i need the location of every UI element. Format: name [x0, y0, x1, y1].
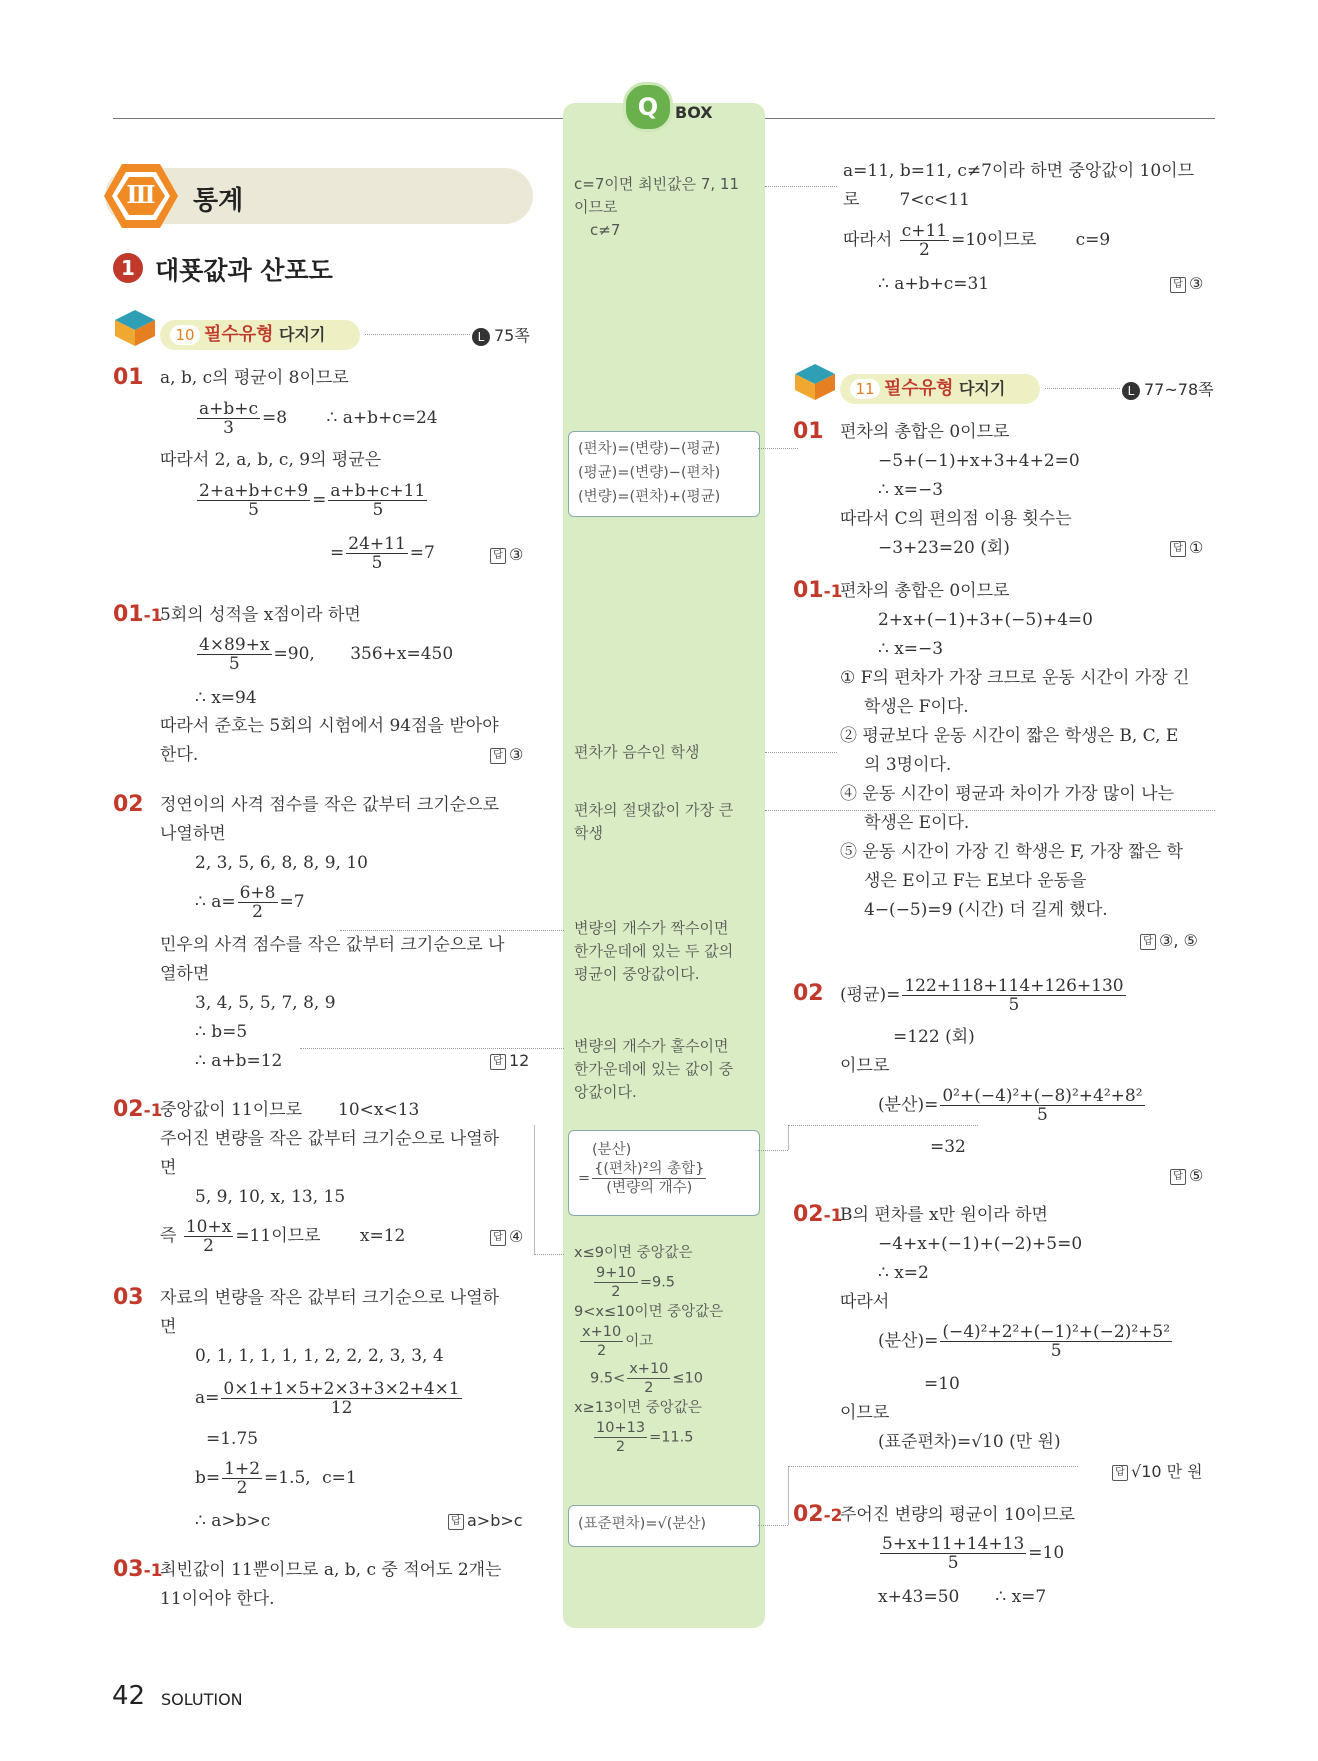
text-line: 면: [160, 1317, 177, 1337]
answer-icon: 답: [490, 1230, 506, 1246]
problem-number: 03: [113, 1285, 144, 1310]
text-line: a, b, c의 평균이 8이므로: [160, 368, 349, 388]
page-ref: [1122, 377, 1214, 400]
text-line: 민우의 사격 점수를 작은 값부터 크기순으로 나: [160, 935, 505, 955]
formula-line: ∴ a= $\frac{6+8}{2}$ =7: [195, 883, 305, 922]
tag-label: 필수유형: [884, 378, 954, 399]
problem-number: 01-1: [113, 602, 163, 627]
connector: [765, 186, 837, 187]
chapter-title: 통계: [193, 186, 244, 216]
answer: 답 ④: [490, 1226, 523, 1248]
text-line: ∴ a>b>c: [195, 1511, 271, 1531]
connector: [765, 810, 1215, 811]
text-line: 정연이의 사격 점수를 작은 값부터 크기순으로: [160, 795, 500, 815]
formula-line: 즉 $\frac{10+x}{2}$ =11이므로 x=12: [160, 1217, 406, 1256]
cube-icon: [113, 308, 157, 348]
formula-line: 따라서 $\frac{c+11}{2}$ =10이므로 c=9: [843, 221, 1111, 260]
connector: [340, 930, 564, 931]
text-line: ④ 운동 시간이 평균과 차이가 가장 많이 나는: [840, 784, 1175, 804]
formula-line: (분산)= $\frac{\text{(−4)²+2²+(−1)²+(−2)²+5²}}{5}$: [878, 1322, 1171, 1361]
qnote: 편차가 음수인 학생: [574, 743, 700, 761]
problem-number: 02-1: [793, 1202, 843, 1227]
text-line: 로 7<c<11: [843, 190, 970, 210]
problem-number: 02: [113, 792, 144, 817]
page-ref: [472, 323, 530, 346]
text-line: 편차의 총합은 0이므로: [840, 422, 1010, 442]
connector: [300, 1048, 564, 1049]
formula-line: (평균)= $\frac{122+118+114+126+130}{5}$: [840, 976, 1124, 1015]
text-line: 2+x+(−1)+3+(−5)+4=0: [878, 610, 1093, 630]
formula-line: $\frac{a+b+c}{3}$ =8 ∴ a+b+c=24: [199, 399, 438, 438]
text-line: ① F의 편차가 가장 크므로 운동 시간이 가장 긴: [840, 668, 1190, 688]
text-line: 주어진 변량을 작은 값부터 크기순으로 나열하: [160, 1129, 500, 1149]
text-line: 의 3명이다.: [864, 755, 952, 775]
tag-label: 필수유형: [204, 324, 274, 345]
tag-11: [840, 374, 1040, 404]
qnote: c=7이면 최빈값은 7, 11 이므로 c≠7: [574, 175, 740, 239]
answer-icon: 답: [1170, 541, 1186, 557]
text-line: 편차의 총합은 0이므로: [840, 581, 1010, 601]
text-line: 이므로: [840, 1403, 890, 1423]
lesson-icon: L: [1122, 382, 1140, 400]
dotted-leader: [1045, 388, 1120, 389]
text-line: 열하면: [160, 964, 210, 984]
qnote: 변량의 개수가 짝수이면 한가운데에 있는 두 값의 평균이 중앙값이다.: [574, 919, 734, 983]
section-title: 대푯값과 산포도: [155, 256, 333, 285]
connector: [758, 1525, 788, 1526]
problem-number: 02-1: [113, 1097, 163, 1122]
cube-icon: [793, 362, 837, 402]
text-line: ∴ x=−3: [878, 639, 944, 659]
qbox-label: BOX: [675, 103, 713, 122]
text-line: 11이어야 한다.: [160, 1589, 275, 1609]
answer-icon: 답: [490, 1054, 506, 1070]
page-ref-text: 77~78쪽: [1144, 380, 1214, 399]
chapter-numeral: Ⅲ: [126, 180, 156, 209]
answer-icon: 답: [1170, 1169, 1186, 1185]
dotted-leader: [365, 334, 470, 335]
text-line: 최빈값이 11뿐이므로 a, b, c 중 적어도 2개는: [160, 1560, 502, 1580]
problem-number: 02-2: [793, 1502, 843, 1527]
text-line: 이므로: [840, 1056, 890, 1076]
problem-number: 01: [113, 365, 144, 390]
text-line: (표준편차)=√10 (만 원): [878, 1432, 1061, 1452]
tag-number: 10: [170, 325, 200, 345]
footer-label: SOLUTION: [161, 1690, 243, 1709]
tag-number: 11: [850, 379, 880, 399]
tag-sub: 다지기: [278, 325, 326, 344]
tag-sub: 다지기: [958, 379, 1006, 398]
answer-icon: 답: [490, 748, 506, 764]
connector: [788, 1125, 978, 1126]
formula-line: a= $\frac{0\times 1+1\times 5+2\times 3+3\times 2+4\times 1}{12}$: [195, 1379, 460, 1418]
text-line: ⑤ 운동 시간이 가장 긴 학생은 F, 가장 짧은 학: [840, 842, 1183, 862]
answer: 답 ③: [490, 744, 523, 766]
page-ref-text: 75쪽: [494, 326, 530, 345]
text-line: −5+(−1)+x+3+4+2=0: [878, 451, 1080, 471]
text-line: 2, 3, 5, 6, 8, 8, 9, 10: [195, 853, 368, 873]
text-line: ∴ a+b=12: [195, 1051, 283, 1071]
answer: 답 ③, ⑤: [1140, 930, 1198, 952]
text-line: 중앙값이 11이므로 10<x<13: [160, 1100, 420, 1120]
section-number-badge: 1: [113, 253, 143, 283]
text-line: 5, 9, 10, x, 13, 15: [195, 1187, 346, 1207]
text-line: −4+x+(−1)+(−2)+5=0: [878, 1234, 1083, 1254]
text-line: =10: [924, 1374, 960, 1394]
connector: [765, 752, 837, 753]
formula-line: = $\frac{24+11}{5}$ =7: [330, 534, 435, 573]
answer: 답 12: [490, 1050, 529, 1072]
text-line: a=11, b=11, c≠7이라 하면 중앙값이 10이므: [843, 161, 1195, 181]
problem-number: 03-1: [113, 1557, 163, 1582]
qnote: (표준편차)=√(분산): [578, 1516, 707, 1532]
connector: [788, 1466, 1078, 1467]
answer-icon: 답: [1140, 934, 1156, 950]
text-line: x+43=50 ∴ x=7: [878, 1587, 1047, 1607]
text-line: 0, 1, 1, 1, 1, 1, 2, 2, 2, 3, 3, 4: [195, 1346, 444, 1366]
text-line: 학생은 F이다.: [864, 697, 969, 717]
problem-number: 02: [793, 981, 824, 1006]
text-line: 주어진 변량의 평균이 10이므로: [840, 1505, 1075, 1525]
text-line: 따라서 준호는 5회의 시험에서 94점을 받아야: [160, 716, 499, 736]
text-line: 생은 E이고 F는 E보다 운동을: [864, 871, 1087, 891]
connector: [758, 1150, 788, 1151]
text-line: 면: [160, 1158, 177, 1178]
qnote: x≤9이면 중앙값은 $\frac{9+10}{2}$ =9.5 9<x≤10이면 중앙값은 $\frac{x+10}{2}$ 이고 9.5< $\frac{x+10}{2}$ ≤10 x≥13이면 중앙값은 $\frac{10+13}{2}$ =11.5: [574, 1245, 724, 1455]
problem-number: 01-1: [793, 578, 843, 603]
text-line: 따라서 C의 편의점 이용 횟수는: [840, 509, 1072, 529]
qnote: 편차의 절댓값이 가장 큰 학생: [574, 801, 734, 842]
formula-line: (분산)= $\frac{\text{0²+(−4)²+(−8)²+4²+8²}}{5}$: [878, 1086, 1143, 1125]
page-number: 42: [112, 1681, 146, 1711]
text-line: =1.75: [206, 1429, 259, 1449]
text-line: =32: [930, 1137, 966, 1157]
text-line: 따라서: [840, 1292, 890, 1312]
answer: 답 √10 만 원: [1112, 1461, 1203, 1483]
text-line: B의 편차를 x만 원이라 하면: [840, 1205, 1048, 1225]
formula-line: $\frac{4\times 89+x}{5}$ =90, 356+x=450: [199, 635, 454, 674]
text-line: 따라서 2, a, b, c, 9의 평균은: [160, 450, 382, 470]
lesson-icon: L: [472, 328, 490, 346]
text-line: 자료의 변량을 작은 값부터 크기순으로 나열하: [160, 1288, 500, 1308]
problem-number: 01: [793, 419, 824, 444]
answer-icon: 답: [1112, 1465, 1128, 1481]
text-line: ∴ b=5: [195, 1022, 248, 1042]
connector: [534, 1254, 564, 1255]
formula-line: $\frac{5+x+11+14+13}{5}$ =10: [882, 1534, 1065, 1573]
connector: [534, 1125, 535, 1254]
qnote: (분산) = $\frac{\text{\{(편차)²의 총합\}}}{\text{(변량의 개수)}}$: [578, 1142, 705, 1196]
answer: 답 ③: [490, 544, 523, 566]
text-line: 학생은 E이다.: [864, 813, 970, 833]
formula-line: $\frac{2+a+b+c+9}{5}$ = $\frac{a+b+c+11}{5}$: [199, 481, 426, 520]
answer: 답 a>b>c: [448, 1510, 523, 1532]
text-line: ∴ x=94: [195, 688, 257, 708]
text-line: ∴ a+b+c=31: [878, 274, 990, 294]
text-line: =122 (회): [893, 1027, 975, 1047]
text-line: 4−(−5)=9 (시간) 더 길게 했다.: [864, 900, 1108, 920]
text-line: 한다.: [160, 745, 199, 765]
fraction: $\frac{a+b+c}{3}$: [199, 399, 259, 438]
connector: [788, 1466, 789, 1525]
text-line: ∴ x=−3: [878, 480, 944, 500]
text-line: −3+23=20 (회): [878, 538, 1010, 558]
tag-10: [160, 320, 360, 350]
text-line: 5회의 성적을 x점이라 하면: [160, 605, 361, 625]
text-line: ∴ x=2: [878, 1263, 929, 1283]
qbox-badge: Q: [623, 82, 673, 132]
answer-icon: 답: [490, 548, 506, 564]
text-line: 3, 4, 5, 5, 7, 8, 9: [195, 993, 336, 1013]
formula-line: b= $\frac{1+2}{2}$ =1.5, c=1: [195, 1459, 357, 1498]
answer-icon: 답: [448, 1514, 464, 1530]
answer: 답 ①: [1170, 537, 1203, 559]
connector: [758, 448, 798, 449]
text-line: ② 평균보다 운동 시간이 짧은 학생은 B, C, E: [840, 726, 1179, 746]
text-line: 나열하면: [160, 824, 226, 844]
connector: [788, 1125, 789, 1150]
answer: 답 ⑤: [1170, 1165, 1203, 1187]
answer-icon: 답: [1170, 277, 1186, 293]
qnote: (편차)=(변량)−(평균) (평균)=(변량)−(편차) (변량)=(편차)+(평균): [578, 441, 721, 505]
qnote: 변량의 개수가 홀수이면 한가운데에 있는 값이 중 앙값이다.: [574, 1037, 734, 1101]
answer: 답 ③: [1170, 273, 1203, 295]
